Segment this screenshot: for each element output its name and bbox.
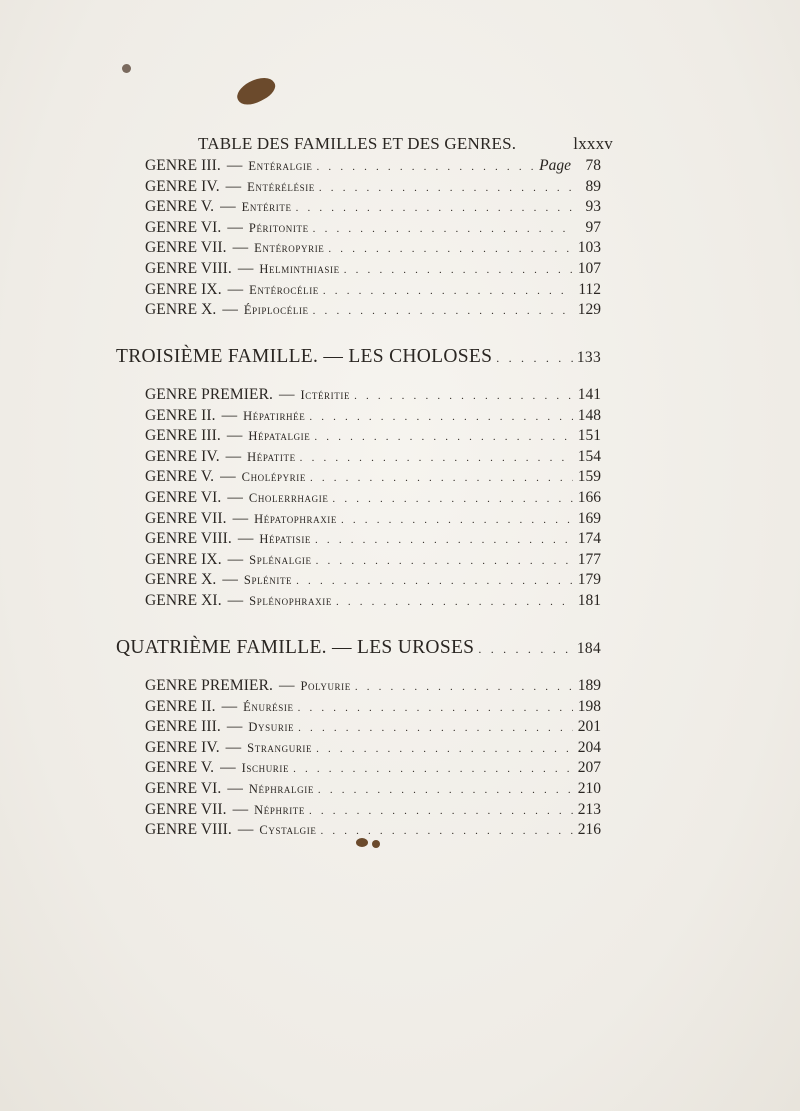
genre-label: GENRE VIII. bbox=[145, 821, 232, 839]
page-number: 107 bbox=[577, 259, 601, 277]
dot-leader bbox=[344, 264, 573, 276]
genre-label: GENRE PREMIER. bbox=[145, 386, 273, 403]
dot-leader bbox=[478, 642, 573, 657]
genre-label: GENRE VIII. bbox=[145, 530, 232, 548]
list-item bbox=[145, 510, 601, 531]
list-item bbox=[145, 571, 601, 592]
genre-list-family-3 bbox=[145, 386, 601, 613]
list-item bbox=[145, 551, 601, 572]
page-number: 103 bbox=[577, 239, 601, 257]
genre-label: GENRE II. bbox=[145, 406, 216, 424]
genre-name: Strangurie bbox=[247, 740, 313, 755]
page-number: 148 bbox=[577, 406, 601, 424]
page-number: 213 bbox=[577, 800, 601, 818]
dash-separator: — bbox=[237, 259, 254, 277]
list-item bbox=[145, 530, 601, 551]
dash-separator: — bbox=[220, 759, 236, 777]
dot-leader bbox=[315, 534, 573, 546]
list-item bbox=[145, 198, 601, 219]
genre-name: Entérite bbox=[241, 200, 292, 215]
dot-leader bbox=[298, 722, 573, 734]
genre-label: GENRE IX. bbox=[145, 280, 222, 298]
genre-label: GENRE IV. bbox=[145, 738, 220, 756]
list-item bbox=[145, 821, 601, 842]
genre-label: GENRE VII. bbox=[145, 509, 227, 527]
list-item bbox=[145, 178, 601, 199]
genre-label: GENRE PREMIER. bbox=[145, 677, 273, 694]
page-number: 198 bbox=[577, 697, 601, 715]
family-heading-3 bbox=[116, 346, 601, 372]
genre-label: GENRE III. bbox=[145, 427, 221, 445]
genre-name: Énurésie bbox=[243, 699, 294, 714]
list-item bbox=[145, 239, 601, 260]
dash-separator: — bbox=[232, 509, 249, 527]
dash-separator: — bbox=[227, 779, 243, 797]
genre-name: Hépatalgie bbox=[248, 429, 311, 444]
genre-name: Hépatisie bbox=[259, 532, 312, 547]
list-item bbox=[145, 780, 601, 801]
genre-name: Hépatophraxie bbox=[254, 511, 337, 526]
list-item bbox=[145, 386, 601, 407]
dash-separator: — bbox=[226, 427, 243, 445]
genre-name: Entéropyrie bbox=[254, 241, 325, 256]
genre-label: GENRE VI. bbox=[145, 779, 222, 797]
dot-leader bbox=[316, 555, 573, 567]
genre-label: GENRE V. bbox=[145, 759, 215, 777]
dot-leader bbox=[300, 452, 573, 464]
page-number: 141 bbox=[577, 386, 601, 403]
list-item bbox=[145, 677, 601, 698]
page-number: 169 bbox=[577, 509, 601, 527]
dash-separator: — bbox=[279, 386, 295, 403]
genre-name: Néphrite bbox=[254, 802, 305, 817]
dot-leader bbox=[293, 763, 573, 775]
genre-name: Dysurie bbox=[248, 720, 295, 735]
genre-name: Helminthiasie bbox=[259, 261, 340, 276]
dash-separator: — bbox=[225, 447, 242, 465]
dot-leader bbox=[317, 161, 536, 173]
genre-label: GENRE III. bbox=[145, 157, 221, 174]
list-item bbox=[145, 592, 601, 613]
genre-name: Péritonite bbox=[248, 220, 309, 235]
header-title: TABLE DES FAMILLES ET DES GENRES. bbox=[198, 134, 517, 153]
genre-label: GENRE XI. bbox=[145, 591, 222, 609]
list-item bbox=[145, 739, 601, 760]
page-number: 159 bbox=[577, 468, 601, 486]
list-item bbox=[145, 281, 601, 302]
dash-separator: — bbox=[221, 697, 238, 715]
dash-separator: — bbox=[221, 406, 238, 424]
genre-label: GENRE VI. bbox=[145, 488, 222, 506]
page-number: 97 bbox=[585, 218, 601, 236]
dot-leader bbox=[328, 243, 573, 255]
dash-separator: — bbox=[227, 280, 244, 298]
dot-leader bbox=[296, 202, 573, 214]
genre-name: Hépatite bbox=[247, 449, 296, 464]
family-heading-4 bbox=[116, 637, 601, 663]
genre-label: GENRE IV. bbox=[145, 447, 220, 465]
dot-leader bbox=[332, 493, 573, 505]
page-number: 154 bbox=[577, 447, 601, 465]
dash-separator: — bbox=[222, 571, 238, 589]
genre-name: Cholépyrie bbox=[241, 470, 306, 485]
ink-stain bbox=[233, 72, 279, 110]
genre-label: GENRE III. bbox=[145, 718, 221, 736]
genre-label: GENRE X. bbox=[145, 301, 217, 319]
dot-leader bbox=[296, 575, 573, 587]
genre-name: Ictéritie bbox=[300, 388, 351, 402]
dot-leader bbox=[314, 431, 573, 443]
genre-label: GENRE IV. bbox=[145, 177, 220, 195]
genre-label: GENRE VI. bbox=[145, 218, 222, 236]
page-number: 179 bbox=[577, 571, 601, 589]
dot-leader bbox=[316, 743, 573, 755]
dash-separator: — bbox=[279, 677, 295, 694]
page-number: 78 bbox=[585, 157, 601, 174]
dash-separator: — bbox=[222, 301, 238, 319]
genre-name: Entérocélie bbox=[249, 282, 319, 297]
genre-label: GENRE X. bbox=[145, 571, 217, 589]
page-number: 201 bbox=[577, 718, 601, 736]
page-number: 207 bbox=[577, 759, 601, 777]
dash-separator: — bbox=[227, 218, 243, 236]
genre-name: Néphralgie bbox=[248, 781, 314, 796]
dot-leader bbox=[298, 702, 573, 714]
genre-label: GENRE VIII. bbox=[145, 259, 232, 277]
list-item bbox=[145, 801, 601, 822]
list-item bbox=[145, 448, 601, 469]
dot-leader bbox=[336, 596, 573, 608]
dash-separator: — bbox=[227, 488, 243, 506]
list-item bbox=[145, 219, 601, 240]
genre-label: GENRE VII. bbox=[145, 800, 227, 818]
dash-separator: — bbox=[227, 591, 244, 609]
list-item bbox=[145, 427, 601, 448]
list-item bbox=[145, 698, 601, 719]
dash-separator: — bbox=[232, 239, 249, 257]
dot-leader bbox=[309, 805, 573, 817]
page-number: 177 bbox=[577, 550, 601, 568]
dash-separator: — bbox=[220, 468, 236, 486]
genre-label: GENRE V. bbox=[145, 468, 215, 486]
dash-separator: — bbox=[237, 530, 254, 548]
list-item bbox=[145, 759, 601, 780]
list-item bbox=[145, 301, 601, 322]
genre-name: Ischurie bbox=[241, 761, 290, 776]
list-item bbox=[145, 489, 601, 510]
genre-name: Entéralgie bbox=[248, 159, 313, 173]
genre-name: Entérélésie bbox=[247, 179, 315, 194]
dash-separator: — bbox=[220, 198, 236, 216]
genre-name: Cystalgie bbox=[259, 823, 317, 838]
genre-name: Cholerrhagie bbox=[248, 490, 329, 505]
genre-label: GENRE V. bbox=[145, 198, 215, 216]
dot-leader bbox=[320, 825, 573, 837]
dot-leader bbox=[355, 681, 573, 693]
page-number: 184 bbox=[576, 640, 601, 657]
dash-separator: — bbox=[225, 177, 242, 195]
list-item bbox=[145, 407, 601, 428]
running-header bbox=[198, 134, 613, 156]
page-number: 133 bbox=[576, 349, 601, 366]
page-number: 89 bbox=[585, 177, 601, 195]
page-number: 189 bbox=[577, 677, 601, 694]
ink-stain bbox=[122, 64, 131, 73]
dot-leader bbox=[313, 223, 573, 235]
genre-name: Splénophraxie bbox=[249, 593, 332, 608]
dot-leader bbox=[313, 305, 573, 317]
dot-leader bbox=[354, 390, 573, 402]
list-item bbox=[145, 468, 601, 489]
dot-leader bbox=[496, 351, 573, 366]
header-page-number: lxxxv bbox=[573, 134, 613, 153]
dot-leader bbox=[319, 182, 573, 194]
dot-leader bbox=[323, 285, 573, 297]
page-number: 93 bbox=[585, 198, 601, 216]
page-number: 210 bbox=[577, 779, 601, 797]
page-number: 166 bbox=[577, 488, 601, 506]
page-label: Page bbox=[539, 157, 571, 174]
family-title: QUATRIÈME FAMILLE. — LES UROSES bbox=[116, 637, 475, 658]
dot-leader bbox=[309, 411, 573, 423]
list-item bbox=[145, 718, 601, 739]
page-number: 112 bbox=[578, 280, 601, 298]
genre-label: GENRE II. bbox=[145, 697, 216, 715]
genre-label: GENRE VII. bbox=[145, 239, 227, 257]
dash-separator: — bbox=[237, 821, 254, 839]
genre-list-continued bbox=[145, 157, 601, 322]
genre-name: Splénite bbox=[243, 573, 293, 588]
page-number: 204 bbox=[577, 738, 601, 756]
page-number: 151 bbox=[577, 427, 601, 445]
genre-list-family-4 bbox=[145, 677, 601, 842]
page-number: 129 bbox=[577, 301, 601, 319]
dot-leader bbox=[341, 514, 573, 526]
genre-name: Épiplocélie bbox=[243, 303, 309, 318]
genre-name: Hépatirhée bbox=[243, 408, 306, 423]
page-number: 174 bbox=[577, 530, 601, 548]
genre-label: GENRE IX. bbox=[145, 550, 222, 568]
dash-separator: — bbox=[226, 157, 243, 174]
list-item bbox=[145, 260, 601, 281]
dot-leader bbox=[310, 472, 573, 484]
genre-name: Polyurie bbox=[300, 679, 351, 693]
dash-separator: — bbox=[232, 800, 249, 818]
list-item bbox=[145, 157, 601, 178]
page-number: 216 bbox=[577, 821, 601, 839]
genre-name: Splénalgie bbox=[249, 552, 312, 567]
page-number: 181 bbox=[577, 591, 601, 609]
dot-leader bbox=[318, 784, 573, 796]
family-title: TROISIÈME FAMILLE. — LES CHOLOSES bbox=[116, 346, 493, 367]
dash-separator: — bbox=[225, 738, 242, 756]
dash-separator: — bbox=[226, 718, 243, 736]
dash-separator: — bbox=[227, 550, 244, 568]
